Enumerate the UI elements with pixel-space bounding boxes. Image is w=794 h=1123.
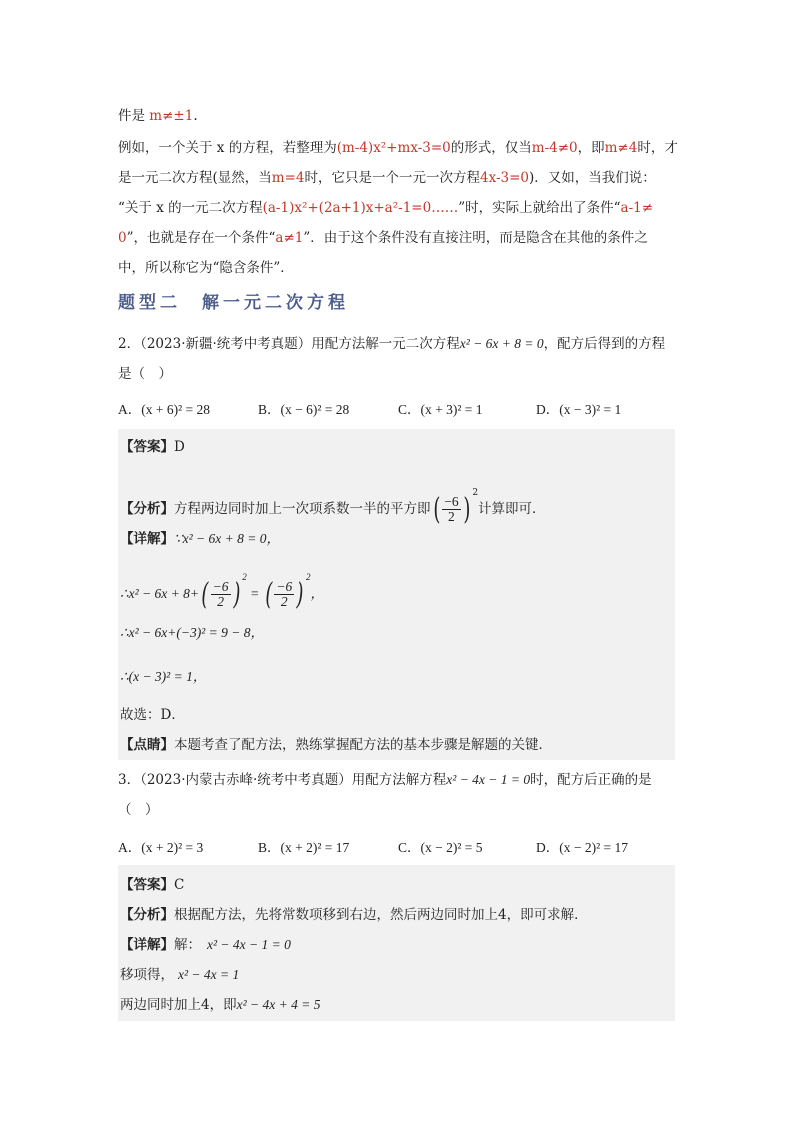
text: ”．由于这个条件没有直接注明，而是隐含在其他的条件之 <box>303 230 648 246</box>
section-title: 题型二 解一元二次方程 <box>118 293 349 313</box>
q2-option-a[interactable]: A．(x + 6)² = 28 <box>118 402 211 417</box>
text: 3．（2023·内蒙古赤峰·统考中考真题）用配方法解方程 <box>118 772 447 788</box>
fraction <box>274 580 294 609</box>
text: 时，配方后正确的是 <box>530 772 652 788</box>
text: 根据配方法，先将常数项移到右边，然后两边同时加上4，即可求解． <box>174 907 588 923</box>
detail-label: 【详解】 <box>120 937 174 953</box>
analysis-label: 【分析】 <box>120 907 174 923</box>
text: 例如，一个关于 x 的方程，若整理为 <box>118 140 337 156</box>
fraction <box>442 495 460 524</box>
q2-stem <box>118 332 665 352</box>
equation: x² − 6x + 8 = 0 <box>459 336 544 351</box>
numerator: −6 <box>276 579 293 595</box>
answer-value: C <box>174 877 185 893</box>
q3-stem-2: （ ） <box>118 802 159 818</box>
intro-line-2 <box>118 136 678 156</box>
paren-right: ) <box>296 576 304 612</box>
text: 移项得， <box>120 967 174 983</box>
q2-options <box>118 398 678 418</box>
intro-line-6 <box>118 256 294 276</box>
q3-option-c[interactable]: C．(x − 2)² = 5 <box>398 840 483 855</box>
condition: m-4≠0 <box>531 140 578 156</box>
answer-label: 【答案】 <box>120 439 174 455</box>
q2-comment <box>120 733 552 753</box>
text: 时，才 <box>637 140 678 156</box>
text: 本题考查了配方法，熟练掌握配方法的基本步骤是解题的关键． <box>174 737 552 753</box>
q3-detail-2 <box>120 963 239 983</box>
text: 两边同时加上4，即 <box>120 997 237 1013</box>
q2-option-b[interactable]: B．(x − 6)² = 28 <box>258 402 350 417</box>
equation: x² − 4x + 4 = 5 <box>236 997 321 1012</box>
text: ， <box>310 586 324 601</box>
q2-detail-4: ∴(x − 3)² = 1， <box>120 669 207 684</box>
intro-line-3 <box>118 166 656 186</box>
q3-stem <box>118 768 652 788</box>
text: . <box>193 108 198 124</box>
paren-left: ( <box>432 491 440 527</box>
q3-option-a[interactable]: A．(x + 2)² = 3 <box>118 840 204 855</box>
text: 件是 <box>118 108 150 124</box>
q2-detail-2: ∴x² − 6x + 8+( $\frac{-6}{2}$ ) $^2$ = ( $\frac{-6}{2}$ ) $^2$， <box>120 572 324 612</box>
q3-analysis <box>120 903 588 923</box>
comment-label: 【点睛】 <box>120 737 174 753</box>
paren-left: ( <box>201 576 209 612</box>
numerator: −6 <box>212 579 229 595</box>
condition: 0 <box>118 230 127 246</box>
q2-stem-2: 是（ ） <box>118 366 172 382</box>
equation: (m-4)x²+mx-3=0 <box>336 140 451 156</box>
q2-detail-3: ∴x² − 6x+(−3)² = 9 − 8， <box>120 625 264 640</box>
answer-value: D <box>174 439 185 455</box>
analysis-label: 【分析】 <box>120 501 174 517</box>
detail-label: 【详解】 <box>120 531 174 547</box>
q3-detail-3 <box>120 993 320 1013</box>
q3-answer <box>120 873 184 893</box>
condition: a-1≠ <box>620 200 654 216</box>
text: 2．（2023·新疆·统考中考真题）用配方法解一元二次方程 <box>118 336 460 352</box>
q2-option-c[interactable]: C．(x + 3)² = 1 <box>398 402 483 417</box>
text: ∵x² − 6x + 8 = 0， <box>174 531 280 546</box>
equation: x² − 4x − 1 = 0 <box>207 937 291 952</box>
fraction <box>211 580 231 609</box>
q2-answer <box>120 435 185 455</box>
intro-line-1 <box>118 104 198 124</box>
equation: x² − 4x = 1 <box>178 967 240 982</box>
text: ∴x² − 6x + 8+ <box>120 586 199 601</box>
condition: m≠4 <box>604 140 638 156</box>
text: 解： <box>174 937 201 953</box>
q2-option-d[interactable]: D．(x − 3)² = 1 <box>536 402 622 417</box>
text: 的形式，仅当 <box>450 140 532 156</box>
q3-option-d[interactable]: D．(x − 2)² = 17 <box>536 840 629 855</box>
denominator: 2 <box>217 594 224 610</box>
text: 方程两边同时加上一次项系数一半的平方即 <box>174 501 431 517</box>
text: 中，所以称它为“隐含条件”． <box>118 260 294 276</box>
q2-analysis: 【分析】方程两边同时加上一次项系数一半的平方即( $\frac{-6}{2}$ ) $^2$计算即可． <box>120 488 546 527</box>
intro-line-4 <box>118 196 653 216</box>
text: “关于 x 的一元二次方程 <box>118 200 263 216</box>
q3-options <box>118 836 678 856</box>
condition: m=4 <box>271 170 305 186</box>
text: 是一元二次方程(显然，当 <box>118 170 272 186</box>
q2-explanation-box <box>118 429 675 760</box>
q3-explanation-box <box>118 865 675 1021</box>
intro-line-5 <box>118 226 648 246</box>
equation: 4x-3=0 <box>479 170 530 186</box>
paren-right: ) <box>462 491 470 527</box>
equation: x² − 4x − 1 = 0 <box>446 772 531 787</box>
q3-detail-1 <box>120 933 291 953</box>
equation: (a-1)x²+(2a+1)x+a²-1=0…… <box>262 200 459 216</box>
denominator: 2 <box>280 594 288 610</box>
q2-detail-1 <box>120 527 280 547</box>
condition: m≠±1 <box>149 108 194 124</box>
text: ”，也就是存在一个条件“ <box>126 230 276 246</box>
denominator: 2 <box>448 509 455 524</box>
condition: a≠1 <box>275 230 304 246</box>
text: ，即 <box>577 140 605 156</box>
paren-right: ) <box>232 576 240 612</box>
q2-detail-5: 故选：D． <box>120 707 185 723</box>
paren-left: ( <box>264 576 273 612</box>
text: = <box>246 586 263 601</box>
text: )．又如，当我们说： <box>529 170 656 186</box>
text: ，配方后得到的方程 <box>543 336 666 352</box>
text: 计算即可． <box>478 501 546 517</box>
numerator: −6 <box>444 494 459 509</box>
answer-label: 【答案】 <box>120 877 174 893</box>
text: ”时，实际上就给出了条件“ <box>458 200 621 216</box>
text: 时，它只是一个一元一次方程 <box>304 170 480 186</box>
q3-option-b[interactable]: B．(x + 2)² = 17 <box>258 840 350 855</box>
